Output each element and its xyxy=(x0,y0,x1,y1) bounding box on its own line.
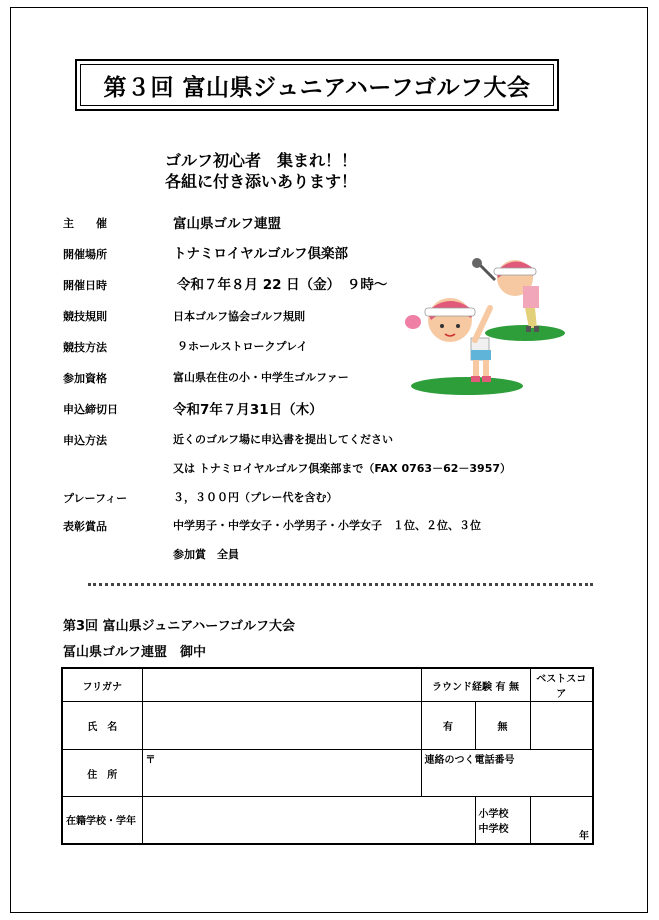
detail-value-deadline: 令和7年７月31日（木） xyxy=(173,402,323,418)
detail-label-rules: 競技規則 xyxy=(63,310,107,323)
phone-field[interactable] xyxy=(421,750,593,797)
title-frame xyxy=(75,59,559,111)
detail-label-date: 開催日時 xyxy=(63,279,107,292)
detail-value-rules: 日本ゴルフ協会ゴルフ規則 xyxy=(173,310,305,323)
slogan-line-1: ゴルフ初心者 集まれ！！ xyxy=(165,151,358,170)
detail-label-organizer: 主 催 xyxy=(63,217,107,230)
form-title: 第3回 富山県ジュニアハーフゴルフ大会 xyxy=(63,619,295,634)
detail-value-participation: 参加賞 全員 xyxy=(173,548,239,561)
round-experience-no[interactable]: 無 xyxy=(475,702,530,750)
address-label: 住 所 xyxy=(62,750,142,797)
grade-field[interactable] xyxy=(530,797,593,844)
best-score-input[interactable] xyxy=(530,702,593,750)
detail-value-fee: ３，３００円（プレー代を含む） xyxy=(173,491,338,504)
round-experience-label: ラウンド経験 有 無 xyxy=(421,668,530,702)
address-input[interactable] xyxy=(142,750,421,797)
detail-value-apply-fax: 又は トナミロイヤルゴルフ倶楽部まで（FAX 0763－62－3957） xyxy=(173,462,512,475)
detail-value-eligibility: 富山県在住の小・中学生ゴルファー xyxy=(173,371,349,384)
name-input[interactable] xyxy=(142,702,421,750)
grade-label: 年 xyxy=(579,830,589,842)
school-input[interactable] xyxy=(142,797,475,844)
detail-label-format: 競技方法 xyxy=(63,341,107,354)
furigana-label: フリガナ xyxy=(62,668,142,702)
detail-value-organizer: 富山県ゴルフ連盟 xyxy=(173,216,281,232)
furigana-input[interactable] xyxy=(142,668,421,702)
detail-label-venue: 開催場所 xyxy=(63,248,107,261)
detail-value-prizes: 中学男子・中学女子・小学男子・小学女子 １位、２位、３位 xyxy=(173,519,481,532)
postal-mark: 〒 xyxy=(145,755,156,766)
slogan-line-2: 各組に付き添いあります！ xyxy=(165,172,358,191)
form-addressee: 冨山県ゴルフ連盟 御中 xyxy=(63,645,207,660)
detail-label-fee: プレーフィー xyxy=(63,492,128,505)
detail-label-prizes: 表彰賞品 xyxy=(63,520,107,533)
two-girls-golfers-icon xyxy=(405,238,565,398)
cut-line xyxy=(88,578,593,586)
page-title: 第３回 富山県ジュニアハーフゴルフ大会 xyxy=(80,64,554,106)
detail-label-apply: 申込方法 xyxy=(63,434,107,447)
detail-value-date: 令和７年８月 22 日（金） ９時～ xyxy=(177,277,388,293)
name-label: 氏 名 xyxy=(62,702,142,750)
elementary-label: 小学校 xyxy=(478,808,509,820)
phone-label: 連絡のつく電話番号 xyxy=(424,755,515,766)
best-score-label: ベストスコア xyxy=(530,668,593,702)
school-type-field[interactable] xyxy=(475,797,530,844)
application-form-table xyxy=(61,667,594,845)
round-experience-yes[interactable]: 有 xyxy=(421,702,475,750)
detail-value-format: ９ホールストロークプレイ xyxy=(177,340,308,353)
detail-value-apply: 近くのゴルフ場に申込書を提出してください xyxy=(173,433,393,446)
junior-high-label: 中学校 xyxy=(478,823,509,835)
school-label: 在籍学校・学年 xyxy=(62,797,142,844)
detail-value-venue: トナミロイヤルゴルフ倶楽部 xyxy=(173,246,348,262)
detail-label-eligibility: 参加資格 xyxy=(63,372,107,385)
detail-label-deadline: 申込締切日 xyxy=(63,403,118,416)
